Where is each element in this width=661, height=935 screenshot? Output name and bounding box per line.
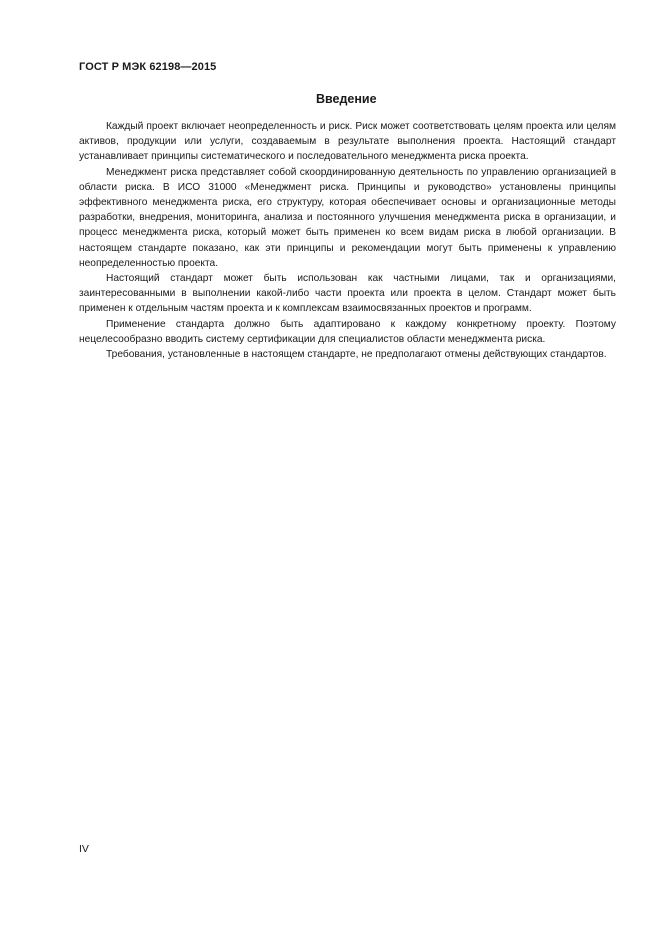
- paragraph-3: Настоящий стандарт может быть использован как частными лицами, так и организациями, заинтересованными в выполнении какой-либо части проекта или проекта в целом. Стандарт может быть применен к отдельным частям проекта и к комплексам взаимосвязанных проектов и программ.: [79, 273, 616, 315]
- paragraph-4: Применение стандарта должно быть адаптировано к каждому конкретному проекту. Поэтому нецелесообразно вводить систему сертификации для специалистов области менеджмента риска.: [79, 318, 616, 345]
- section-title: Введение: [316, 92, 377, 106]
- page-number: IV: [79, 843, 89, 855]
- document-code-header: ГОСТ Р МЭК 62198—2015: [79, 61, 217, 73]
- body-text: [79, 119, 616, 362]
- paragraph-5: Требования, установленные в настоящем стандарте, не предполагают отмены действующих стандартов.: [106, 349, 607, 361]
- paragraph-2: Менеджмент риска представляет собой скоординированную деятельность по управлению организацией в области риска. В ИСО 31000 «Менеджмент риска. Принципы и руководство» установлены принципы эффективного менеджмента риска, его структуру, которая обеспечивает основы и организационные методы разработки, внедрения, мониторинга, анализа и постоянного улучшения менеджмента риска в организации, и процесс менеджмента риска, который может быть применен ко всем видам риска в любой организации. В настоящем стандарте показано, как эти принципы и рекомендации могут быть применены к управлению неопределенностью проекта.: [79, 166, 616, 269]
- paragraph-1: Каждый проект включает неопределенность и риск. Риск может соответствовать целям проекта или целям активов, продукции или услуги, создаваемым в результате выполнения проекта. Настоящий стандарт устанавливает принципы систематического и последовательного менеджмента риска проекта.: [79, 121, 616, 163]
